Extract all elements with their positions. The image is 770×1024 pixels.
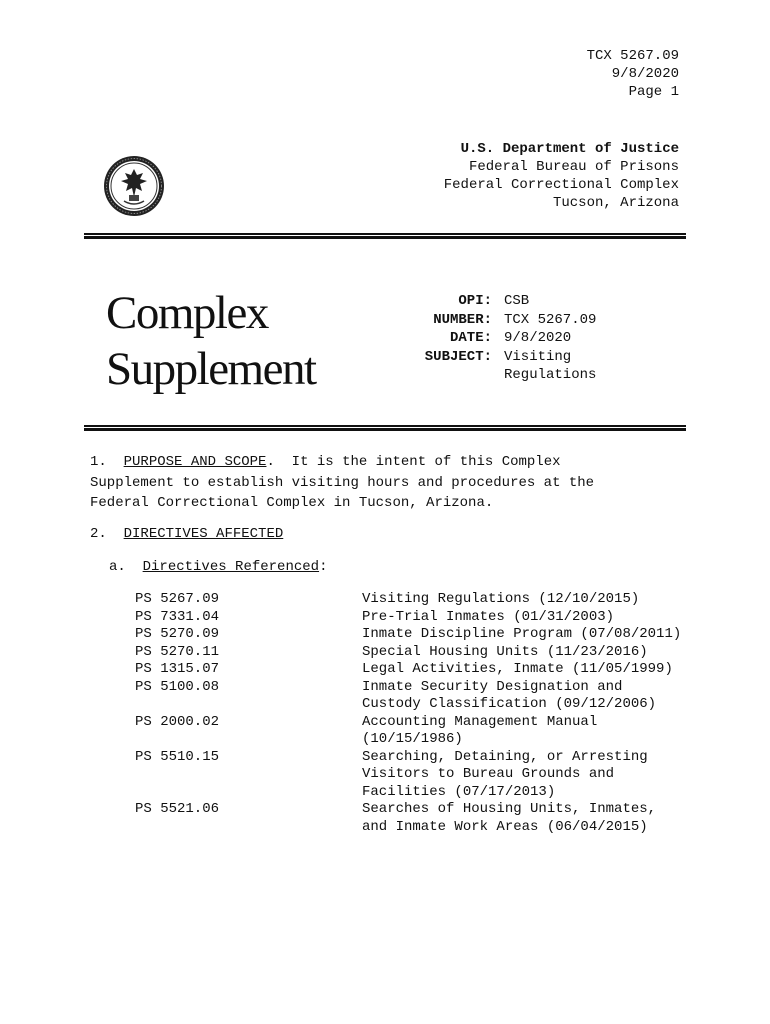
- opi-row: [415, 366, 596, 385]
- directive-description: Pre-Trial Inmates (01/31/2003): [362, 608, 615, 625]
- opi-row: [415, 311, 596, 330]
- section-directives-affected: [90, 525, 283, 543]
- subsection-directives-referenced: [109, 558, 327, 576]
- title-line-1: Complex: [106, 287, 268, 339]
- subsection-heading: Directives Referenced: [142, 559, 320, 575]
- section-1-heading: PURPOSE AND SCOPE: [123, 454, 267, 470]
- title-divider: [84, 425, 686, 431]
- directive-code: PS 5100.08: [135, 678, 220, 695]
- directive-row: [135, 626, 682, 644]
- complex-name: Federal Correctional Complex: [443, 177, 679, 193]
- directive-code: PS 5270.09: [135, 626, 220, 642]
- opi-row: [415, 292, 596, 311]
- section-1-text-3: Federal Correctional Complex in Tucson, Arizona.: [90, 495, 494, 511]
- directive-row: [135, 609, 682, 627]
- directive-row: [135, 749, 682, 802]
- directive-code: PS 2000.02: [135, 713, 220, 730]
- opi-key: SUBJECT:: [424, 348, 492, 365]
- directive-code: PS 5510.15: [135, 748, 220, 765]
- opi-value: Visiting: [504, 348, 572, 365]
- directive-row: [135, 714, 682, 749]
- subsection-letter: a.: [109, 559, 126, 575]
- section-1-text-1: It is the intent of this Complex: [291, 454, 561, 470]
- directive-code: PS 5270.11: [135, 643, 220, 660]
- opi-block: [415, 292, 596, 385]
- opi-row: [415, 348, 596, 367]
- doj-seal-icon: [103, 155, 165, 217]
- opi-value: Regulations: [504, 367, 597, 383]
- agency-block: [444, 140, 679, 212]
- directive-code: PS 5521.06: [135, 801, 220, 817]
- page-number: Page 1: [628, 84, 679, 100]
- directive-row: [135, 661, 682, 679]
- directive-description: Inmate Security Designation and Custody Classification (09/12/2006): [362, 678, 657, 712]
- directive-row: [135, 644, 682, 662]
- directive-description: Special Housing Units (11/23/2016): [362, 643, 648, 660]
- location-name: Tucson, Arizona: [552, 195, 679, 211]
- directive-description: Searching, Detaining, or Arresting Visitors to Bureau Grounds and Facilities (07/17/2013): [362, 748, 648, 800]
- document-header: [587, 47, 679, 101]
- opi-value: 9/8/2020: [504, 330, 572, 346]
- opi-row: [415, 329, 596, 348]
- doc-number: TCX 5267.09: [586, 48, 679, 64]
- directive-description: Legal Activities, Inmate (11/05/1999): [362, 661, 673, 677]
- opi-value: TCX 5267.09: [504, 311, 597, 328]
- directive-description: Accounting Management Manual (10/15/1986): [362, 713, 598, 747]
- directive-code: PS 7331.04: [135, 608, 220, 625]
- subsection-colon: :: [319, 559, 328, 575]
- department-name: U.S. Department of Justice: [460, 141, 679, 157]
- directive-description: Searches of Housing Units, Inmates, and Inmate Work Areas (06/04/2015): [362, 801, 657, 835]
- directive-description: Inmate Discipline Program (07/08/2011): [362, 626, 682, 642]
- title-line-2: Supplement: [106, 343, 316, 395]
- section-2-number: 2.: [90, 526, 107, 542]
- directive-code: PS 1315.07: [135, 661, 220, 677]
- directive-row: [135, 801, 682, 836]
- opi-key: NUMBER:: [433, 311, 492, 328]
- directive-row: [135, 591, 682, 609]
- page-title: [106, 285, 316, 397]
- opi-value: CSB: [504, 293, 530, 309]
- doc-date: 9/8/2020: [611, 66, 679, 82]
- section-1-number: 1.: [90, 454, 107, 470]
- section-purpose: [90, 452, 690, 514]
- header-divider: [84, 233, 686, 239]
- directive-description: Visiting Regulations (12/10/2015): [362, 591, 640, 607]
- opi-key: OPI:: [458, 293, 492, 309]
- opi-key: DATE:: [449, 330, 492, 346]
- directive-code: PS 5267.09: [135, 591, 220, 607]
- section-1-line-1: 1. PURPOSE AND SCOPE. It is the intent of this Complex: [90, 454, 561, 470]
- section-2-heading: DIRECTIVES AFFECTED: [123, 526, 284, 542]
- directive-row: [135, 679, 682, 714]
- section-1-text-2: Supplement to establish visiting hours and procedures at the: [90, 474, 595, 491]
- directives-list: [135, 591, 682, 836]
- opi-key: [415, 366, 504, 385]
- bureau-name: Federal Bureau of Prisons: [468, 159, 679, 175]
